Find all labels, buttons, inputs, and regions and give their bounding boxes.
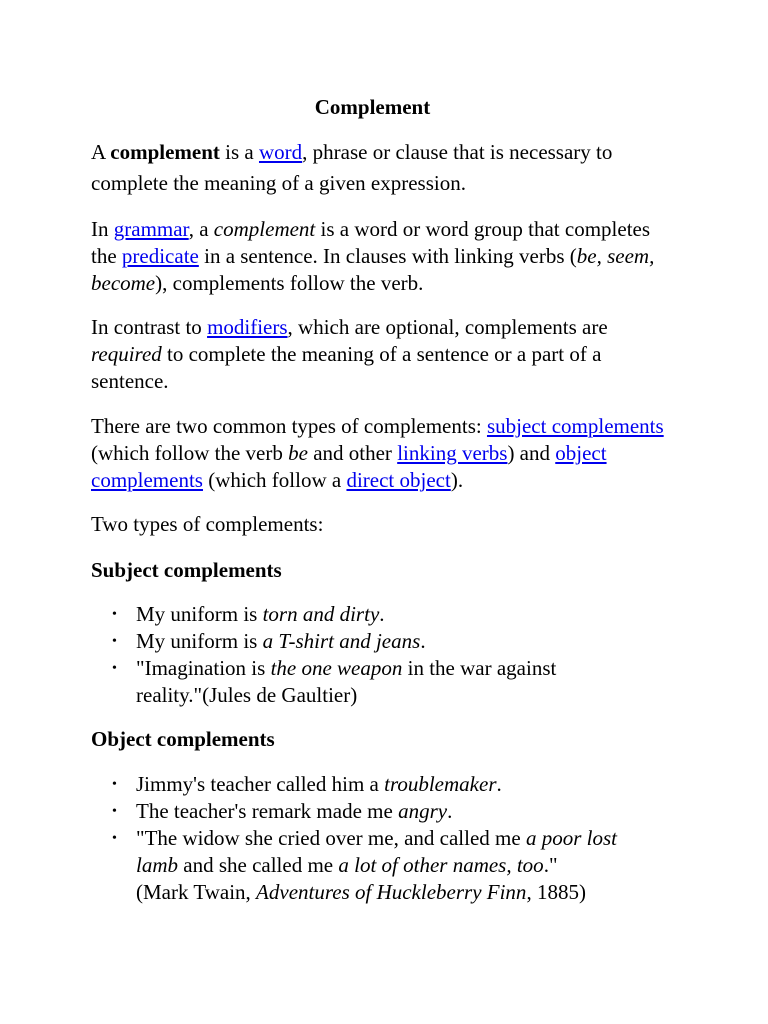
bullet-icon: • <box>112 804 117 819</box>
types-paragraph <box>91 413 671 494</box>
text-span: "The widow she cried over me, and called me <box>136 826 526 850</box>
italic-complement: a poor lost lamb <box>136 826 617 877</box>
list-item <box>91 628 671 655</box>
bullet-icon: • <box>112 831 117 846</box>
subject-complements-list <box>91 601 671 709</box>
object-complements-heading: Object complements <box>91 727 275 751</box>
subject-complements-link[interactable]: subject complements <box>486 414 664 438</box>
object-complements-link[interactable]: object complements <box>91 441 607 492</box>
text-span: Jimmy's teacher called him a <box>136 772 385 796</box>
bold-term: complement <box>110 140 220 164</box>
text-span: and she called me <box>178 853 339 877</box>
linking-verbs-link[interactable]: linking verbs <box>397 441 508 465</box>
italic-complement: torn and dirty <box>262 602 380 626</box>
text-span: , which are optional, complements are <box>287 315 608 339</box>
citation-text: , 1885) <box>526 880 586 904</box>
list-item <box>91 655 616 709</box>
text-span: . <box>379 602 385 626</box>
grammar-paragraph <box>91 216 671 297</box>
list-item <box>91 771 671 798</box>
object-complements-list <box>91 771 671 906</box>
grammar-link[interactable]: grammar <box>113 217 189 241</box>
text-span: In <box>91 217 114 241</box>
list-item <box>91 798 671 825</box>
text-span: ). <box>450 468 464 492</box>
bullet-icon: • <box>112 661 117 676</box>
italic-complement: angry <box>398 799 448 823</box>
text-span: My uniform is <box>136 602 263 626</box>
italic-complement: troublemaker <box>384 772 497 796</box>
bullet-icon: • <box>112 777 117 792</box>
text-span: ." <box>543 853 558 877</box>
two-types-paragraph: Two types of complements: <box>91 512 324 536</box>
list-item <box>91 825 661 906</box>
predicate-link[interactable]: predicate <box>121 244 199 268</box>
italic-book-title: Adventures of Huckleberry Finn <box>256 880 527 904</box>
text-span: to complete the meaning of a sentence or a part of a sentence. <box>91 342 602 393</box>
bullet-icon: • <box>112 634 117 649</box>
text-span: in a sentence. In clauses with linking verbs ( <box>198 244 577 268</box>
italic-examples: be, seem, become <box>91 244 655 295</box>
text-span: is a word or word group that completes the <box>91 217 651 268</box>
italic-required: required <box>91 342 162 366</box>
italic-complement: a lot of other names, too <box>338 853 544 877</box>
text-span: . <box>447 799 453 823</box>
text-span: The teacher's remark made me <box>136 799 399 823</box>
italic-term: complement <box>213 217 316 241</box>
text-span: My uniform is <box>136 629 263 653</box>
text-span: . <box>496 772 502 796</box>
definition-paragraph <box>91 137 671 199</box>
italic-complement: the one weapon <box>270 656 403 680</box>
citation-text: (Mark Twain, <box>136 880 257 904</box>
direct-object-link[interactable]: direct object <box>346 468 451 492</box>
contrast-paragraph <box>91 314 671 395</box>
text-span: in the war against reality."(Jules de Gaultier) <box>136 656 557 707</box>
text-span: is a <box>219 140 259 164</box>
text-span: There are two common types of complements: <box>91 414 487 438</box>
text-span: A <box>91 140 111 164</box>
text-span: and other <box>307 441 398 465</box>
text-span: , a <box>188 217 214 241</box>
modifiers-link[interactable]: modifiers <box>207 315 288 339</box>
text-span: In contrast to <box>91 315 208 339</box>
italic-complement: a T-shirt and jeans <box>262 629 421 653</box>
text-span: . <box>420 629 426 653</box>
list-item <box>91 601 671 628</box>
text-span: "Imagination is <box>136 656 271 680</box>
page-title: Complement <box>314 95 431 119</box>
text-span: (which follow the verb <box>91 441 289 465</box>
text-span: ) and <box>507 441 556 465</box>
text-span: (which follow a <box>202 468 347 492</box>
subject-complements-heading: Subject complements <box>91 558 282 582</box>
text-span: ), complements follow the verb. <box>155 271 424 295</box>
italic-be: be <box>288 441 308 465</box>
bullet-icon: • <box>112 607 117 622</box>
text-span: , phrase or clause that is necessary to complete the meaning of a given expression. <box>91 140 613 195</box>
word-link[interactable]: word <box>258 140 303 164</box>
